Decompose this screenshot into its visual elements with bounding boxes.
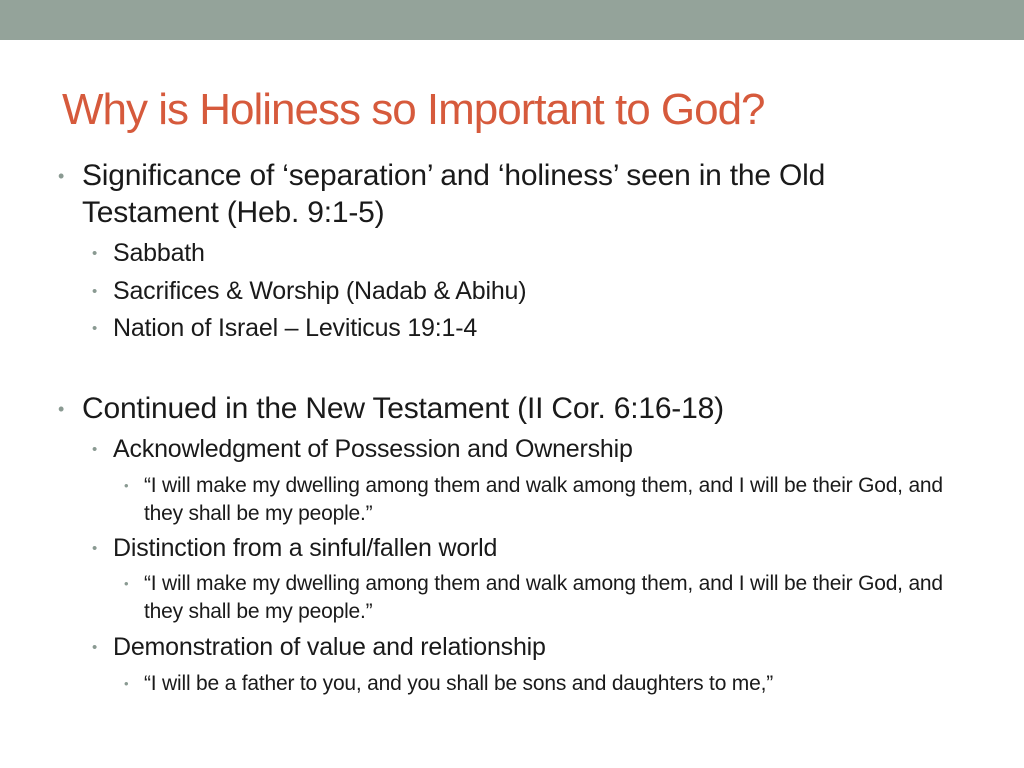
bullet-icon: •: [92, 245, 98, 262]
bullet-item-l1: [58, 390, 962, 427]
bullet-icon: •: [124, 478, 129, 493]
bullet-text: Nation of Israel – Leviticus 19:1-4: [113, 314, 478, 342]
bullet-text: “I will make my dwelling among them and walk among them, and I will be their God, and they shall be my people.”: [144, 572, 943, 623]
bullet-text: Significance of ‘separation’ and ‘holiness’ seen in the Old Testament (Heb. 9:1-5): [82, 159, 826, 229]
bullet-text: Sacrifices & Worship (Nadab & Abihu): [113, 277, 527, 305]
bullet-item-l1: [58, 157, 962, 231]
bullet-icon: •: [92, 540, 98, 557]
top-accent-bar: [0, 0, 1024, 40]
bullet-icon: •: [124, 676, 129, 691]
bullet-item-l2: [92, 238, 963, 269]
bullet-icon: •: [92, 639, 98, 656]
bullet-item-l2: [92, 313, 963, 344]
bullet-item-l3: [124, 670, 964, 698]
bullet-item-l3: [124, 472, 944, 528]
bullet-item-l2: [92, 276, 963, 307]
bullet-text: Acknowledgment of Possession and Ownership: [113, 435, 633, 463]
slide-title: Why is Holiness so Important to God?: [62, 85, 765, 134]
bullet-item-l2: [92, 533, 963, 564]
bullet-item-l2: [92, 434, 963, 465]
bullet-icon: •: [92, 441, 98, 458]
bullet-item-l3: [124, 570, 944, 626]
bullet-item-l2: [92, 632, 963, 663]
bullet-text: Demonstration of value and relationship: [113, 633, 546, 661]
bullet-icon: •: [58, 399, 65, 419]
bullet-text: “I will be a father to you, and you shall be sons and daughters to me,”: [144, 672, 774, 695]
bullet-icon: •: [58, 166, 65, 186]
bullet-text: Continued in the New Testament (II Cor. 6:16-18): [82, 392, 724, 425]
bullet-text: “I will make my dwelling among them and walk among them, and I will be their God, and they shall be my people.”: [144, 474, 943, 525]
bullet-icon: •: [92, 320, 98, 337]
bullet-icon: •: [124, 576, 129, 591]
bullet-icon: •: [92, 283, 98, 300]
bullet-text: Distinction from a sinful/fallen world: [113, 534, 498, 562]
bullet-text: Sabbath: [113, 239, 205, 267]
